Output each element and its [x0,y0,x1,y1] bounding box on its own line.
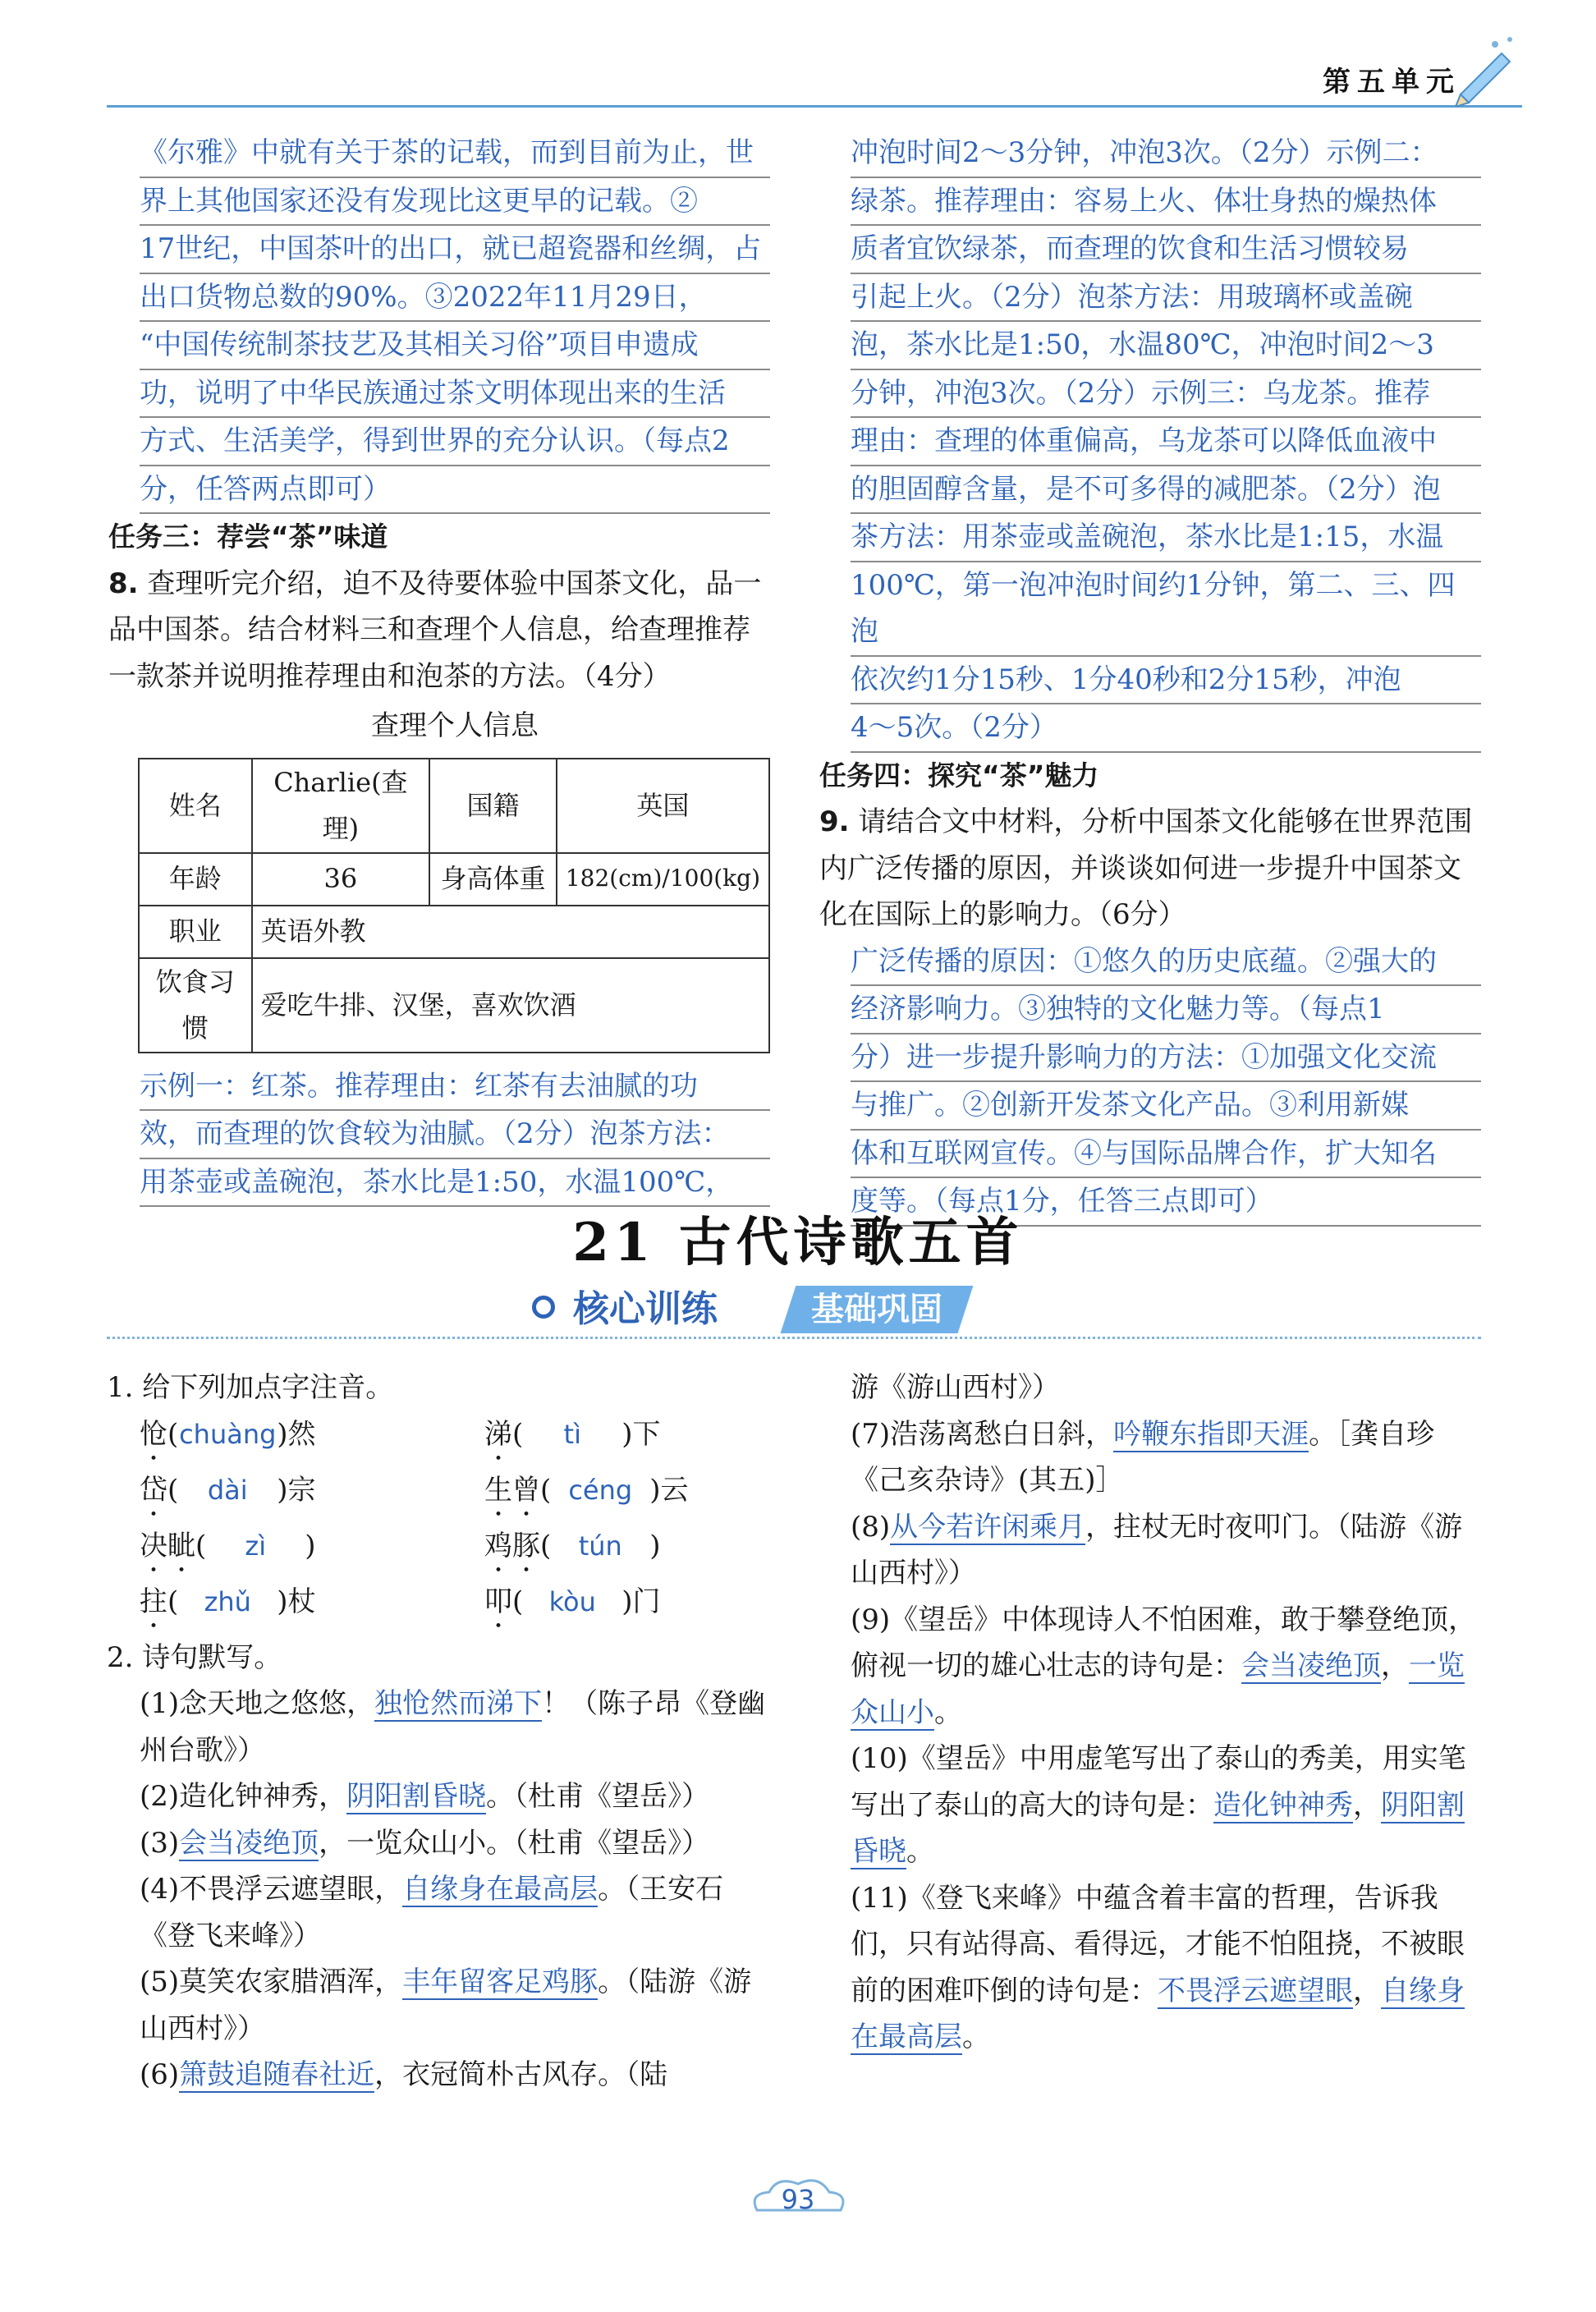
pinyin-answer: tún [578,1530,622,1562]
answer-line: 经济影响力。③独特的文化魅力等。（每点1 [851,986,1481,1034]
answer-line: 分钟，冲泡3次。（2分）示例三：乌龙茶。推荐 [851,370,1481,419]
item-text: (9)《望岳》中体现诗人不怕困难，敢于攀登绝顶，俯视一切的雄心壮志的诗句是： [851,1603,1477,1682]
pinyin-item [140,1411,484,1467]
fill-answer: 会当凌绝顶 [179,1826,319,1860]
item-text: (2)造化钟神秀， [140,1780,347,1813]
paren: ) [649,1473,661,1507]
answer-line: 体和互联网宣传。④与国际品牌合作，扩大知名 [851,1131,1481,1179]
recitation-item [851,1365,1481,1411]
item-text: 。 [934,1695,962,1729]
banner-divider [107,1337,1481,1339]
pinyin-suffix: 然 [287,1417,316,1451]
recitation-list-right [851,1365,1481,2061]
recitation-item [851,1597,1481,1736]
answer-line: 泡，茶水比是1:50，水温80℃，冲泡时间2～3 [851,322,1481,370]
lesson-title: 21 古代诗歌五首 [572,1212,1024,1273]
pinyin-suffix: 杖 [287,1585,316,1618]
table-cell: Charlie(查理) [252,759,430,853]
pinyin-char: 岱 [140,1473,167,1507]
item-text: (11)《登飞来峰》中蕴含着丰富的哲理，告诉我们，只有站得高、看得远，才能不怕阻挠，不被眼前的困难吓倒的诗句是： [851,1881,1465,2007]
table-cell: 饮食习惯 [139,958,252,1053]
q8-answer-continued [851,130,1481,753]
answer-line: 冲泡时间2～3分钟，冲泡3次。（2分）示例二： [851,130,1481,178]
paren: ( [512,1417,524,1451]
table-cell: 爱吃牛排、汉堡，喜欢饮酒 [252,958,769,1053]
table-cell: 姓名 [139,759,252,853]
charlie-info-table [138,758,770,1053]
recitation-item [851,1875,1481,2061]
task3-heading: 任务三：荐尝“茶”味道 [108,521,388,553]
recitation-item [851,1411,1481,1504]
q8-number: 8. [108,567,139,600]
paren: ( [540,1529,552,1562]
recitation-item [851,1504,1481,1597]
answer-line: 理由：查理的体重偏高，乌龙茶可以降低血液中 [851,418,1481,466]
pinyin-answer: céng [568,1474,633,1506]
item-text: 。（杜甫《望岳》） [486,1780,710,1813]
item-text: (1)念天地之悠悠， [140,1687,375,1720]
q8-text: 查理听完介绍，迫不及待要体验中国茶文化，品一品中国茶。结合材料三和查理个人信息，给查理推荐一款茶并说明推荐理由和泡茶的方法。（4分） [108,567,762,693]
answer-line: 与推广。②创新开发茶文化产品。③利用新媒 [851,1082,1481,1131]
pinyin-suffix: 门 [632,1585,661,1618]
paren: ) [277,1417,288,1451]
left-bottom-column [107,1365,770,2099]
header-rule [107,105,1522,108]
page-number: 93 [781,2184,815,2215]
table-row [139,853,769,906]
answer-line: 示例一：红茶。推荐理由：红茶有去油腻的功 [140,1063,770,1112]
fill-answer: 自缘身在最高层 [402,1873,598,1906]
pinyin-char: 决眦 [140,1529,195,1562]
table-cell: 182(cm)/100(kg) [557,853,769,906]
pinyin-item [484,1523,796,1579]
pinyin-item [484,1411,796,1467]
fill-answer: 自缘身在最高层 [851,1974,1465,2053]
fill-answer: 独怆然而涕下 [374,1687,543,1720]
paren: ( [167,1585,179,1618]
pinyin-char: 叩 [484,1585,512,1618]
table-cell: 身高体重 [429,853,557,906]
pinyin-suffix: 下 [632,1417,661,1451]
fill-answer: 造化钟神秀 [1213,1788,1353,1822]
banner-main [525,1282,718,1337]
recitation-item [140,1773,770,1820]
pinyin-char: 拄 [140,1585,167,1618]
paren: ( [167,1473,179,1507]
fill-answer: 箫鼓追随春社近 [179,2058,375,2091]
item-text: (10)《望岳》中用虚笔写出了泰山的秀美，用实笔写出了泰山的高大的诗句是： [851,1742,1466,1822]
item-text: ，一览众山小。（杜甫《望岳》） [319,1826,710,1860]
banner-sub-label: 基础巩固 [811,1291,942,1328]
item-text: 游《游山西村》） [851,1371,1060,1404]
answer-line: 17世纪，中国茶叶的出口，就已超瓷器和丝绸，占 [140,226,770,274]
answer-line: 功，说明了中华民族通过茶文明体现出来的生活 [140,370,770,419]
item-text: 。 [962,2021,990,2053]
item-text: ！（陈子昂《登幽州台歌》） [140,1687,766,1767]
q2-heading: 2. 诗句默写。 [107,1640,282,1674]
recitation-item [140,2052,770,2099]
target-icon [532,1296,555,1319]
question-8 [108,561,770,700]
pinyin-suffix: 宗 [287,1473,316,1507]
paren: ) [649,1529,661,1562]
item-text: (6) [140,2058,180,2091]
question-9 [819,799,1481,938]
pinyin-answer: chuàng [179,1418,277,1450]
item-text: (3) [140,1826,180,1860]
item-text: (4)不畏浮云遮望眼， [140,1873,403,1906]
recitation-item [140,1866,770,1959]
q9-text: 请结合文中材料，分析中国茶文化能够在世界范围内广泛传播的原因，并谈谈如何进一步提升中国茶文化在国际上的影响力。（6分） [819,805,1473,931]
item-text: 。（王安石《登飞来峰》） [140,1873,724,1952]
answer-line: 茶方法：用茶壶或盖碗泡，茶水比是1:15，水温 [851,514,1481,562]
fill-answer: 从今若许闲乘月 [890,1510,1086,1544]
task4-heading: 任务四：探究“茶”魅力 [819,759,1099,791]
q8-answer-block [140,1063,770,1208]
pinyin-suffix: 云 [660,1473,689,1507]
pinyin-answer: zì [245,1530,267,1562]
paren: ( [195,1529,207,1562]
answer-line: 效，而查理的饮食较为油腻。（2分）泡茶方法： [140,1111,770,1159]
table-cell: 职业 [139,906,252,958]
item-text: 。 [906,1835,934,1868]
pinyin-item [484,1467,796,1523]
table-cell: 国籍 [429,759,557,853]
right-bottom-column [851,1365,1481,2061]
table-caption: 查理个人信息 [371,709,539,742]
banner-sub [781,1286,974,1333]
recitation-item [140,1681,770,1773]
answer-line: 界上其他国家还没有发现比这更早的记载。② [140,178,770,227]
answer-line: 方式、生活美学，得到世界的充分认识。（每点2 [140,418,770,466]
table-row [139,906,769,958]
recitation-item [140,1959,770,2052]
table-row [139,958,769,1053]
pinyin-answer: tì [563,1418,581,1450]
table-cell: 英语外教 [252,906,769,958]
paren: ( [512,1585,524,1618]
paren: ) [277,1585,288,1618]
pinyin-answer: zhǔ [204,1585,251,1617]
answer-line: 出口货物总数的90%。③2022年11月29日， [140,274,770,323]
banner-main-label: 核心训练 [573,1288,718,1330]
fill-answer: 会当凌绝顶 [1241,1649,1381,1682]
answer-line: 用茶壶或盖碗泡，茶水比是1:50，水温100℃， [140,1159,770,1208]
recitation-list-left [107,1681,770,2099]
right-top-column [819,130,1481,1227]
unit-title: 第五单元 [1323,66,1461,99]
pinyin-item [484,1579,796,1635]
paren: ) [305,1529,316,1562]
item-text: ，拄杖无时夜叩门。（陆游《游山西村》） [851,1510,1463,1590]
answer-line: “中国传统制茶技艺及其相关习俗”项目申遗成 [140,322,770,370]
pinyin-char: 生曾 [484,1473,540,1507]
fill-answer: 阴阳割昏晓 [851,1788,1465,1868]
item-text: (5)莫笑农家腊酒浑， [140,1966,403,1998]
paren: ) [277,1473,288,1507]
recitation-item [851,1736,1481,1875]
q7-answer-block [140,130,770,514]
answer-line: 依次约1分15秒、1分40秒和2分15秒，冲泡 [851,657,1481,705]
left-top-column [108,130,770,1207]
item-text: ， [1381,1649,1409,1682]
answer-line: 的胆固醇含量，是不可多得的减肥茶。（2分）泡 [851,466,1481,515]
answer-line: 度等。（每点1分，任答三点即可） [851,1178,1481,1227]
answer-line: 广泛传播的原因：①悠久的历史底蕴。②强大的 [851,938,1481,987]
q1-heading: 1. 给下列加点字注音。 [107,1371,394,1404]
pinyin-char: 鸡豚 [484,1529,540,1562]
answer-line: 《尔雅》中就有关于茶的记载，而到目前为止，世 [140,130,770,178]
recitation-item [140,1820,770,1867]
q9-number: 9. [819,805,850,838]
table-cell: 36 [252,853,430,906]
item-text: 。（陆游《游山西村》） [140,1966,752,2045]
pinyin-answer: dài [207,1474,248,1506]
pinyin-item [140,1523,484,1579]
paren: ) [621,1585,633,1618]
fill-answer: 阴阳割昏晓 [346,1780,487,1813]
pencil-icon [1444,33,1518,107]
answer-line: 引起上火。（2分）泡茶方法：用玻璃杯或盖碗 [851,274,1481,323]
item-text: ，衣冠简朴古风存。（陆 [374,2058,668,2091]
item-text: (7)浩荡离愁白日斜， [851,1417,1114,1451]
answer-line: 质者宜饮绿茶，而查理的饮食和生活习惯较易 [851,226,1481,274]
item-text: ， [1353,1974,1381,2007]
answer-line: 分，任答两点即可） [140,466,770,515]
fill-answer: 吟鞭东指即天涯 [1113,1417,1309,1451]
answer-line: 绿茶。推荐理由：容易上火、体壮身热的燥热体 [851,178,1481,227]
pinyin-grid [107,1411,770,1635]
pinyin-char: 怆 [140,1417,167,1451]
item-text: (8) [851,1510,891,1544]
answer-line: 分）进一步提升影响力的方法：①加强文化交流 [851,1034,1481,1083]
table-cell: 年龄 [139,853,252,906]
paren: ( [540,1473,552,1507]
pinyin-item [140,1579,484,1635]
item-text: ， [1353,1788,1381,1822]
answer-line: 4～5次。（2分） [851,704,1481,753]
pinyin-item [140,1467,484,1523]
table-row [139,759,769,853]
answer-line: 100℃，第一泡冲泡时间约1分钟，第二、三、四泡 [851,562,1481,657]
fill-answer: 一览众山小 [851,1649,1465,1729]
pinyin-char: 涕 [484,1417,512,1451]
table-cell: 英国 [557,759,769,853]
pinyin-answer: kòu [548,1585,596,1617]
paren: ) [621,1417,633,1451]
paren: ( [167,1417,179,1451]
q9-answer-block [851,938,1481,1227]
fill-answer: 不畏浮云遮望眼 [1158,1974,1353,2007]
fill-answer: 丰年留客足鸡豚 [402,1966,598,1998]
item-text: 。［龚自珍《己亥杂诗》(其五)］ [851,1417,1435,1497]
section-banner [525,1282,1034,1337]
